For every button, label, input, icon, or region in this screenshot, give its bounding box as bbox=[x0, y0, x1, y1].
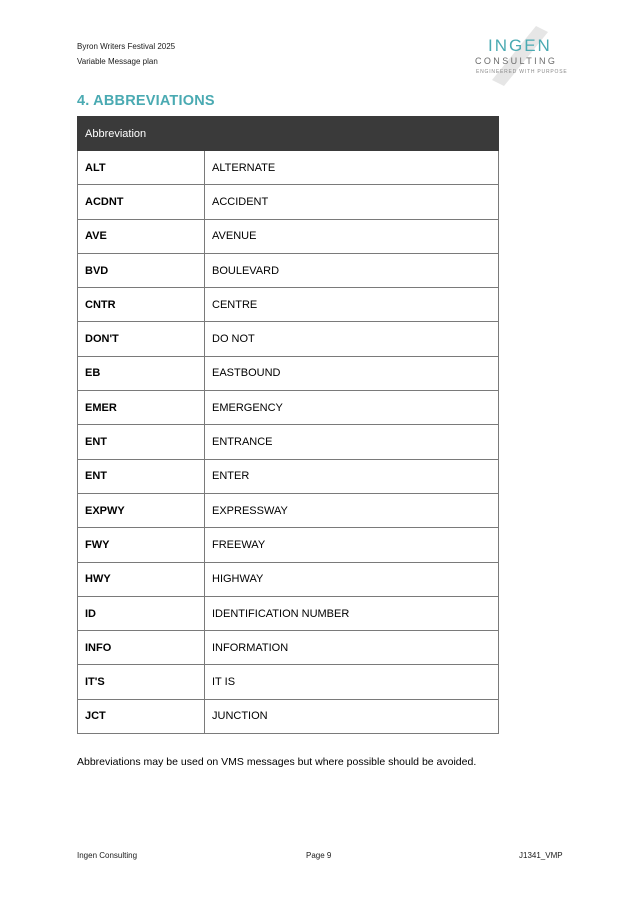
table-row bbox=[78, 219, 499, 253]
table-row bbox=[78, 288, 499, 322]
section-heading: 4. ABBREVIATIONS bbox=[77, 93, 215, 109]
abbreviation-cell: FWY bbox=[78, 528, 205, 562]
abbreviation-cell: EB bbox=[78, 356, 205, 390]
footer-page-number: Page 9 bbox=[306, 851, 332, 860]
abbreviation-cell: ID bbox=[78, 596, 205, 630]
meaning-cell: EXPRESSWAY bbox=[205, 493, 499, 527]
abbreviation-cell: ACDNT bbox=[78, 185, 205, 219]
meaning-cell: CENTRE bbox=[205, 288, 499, 322]
meaning-cell: EMERGENCY bbox=[205, 391, 499, 425]
abbreviation-cell: EXPWY bbox=[78, 493, 205, 527]
table-row bbox=[78, 356, 499, 390]
abbreviation-cell: JCT bbox=[78, 699, 205, 733]
meaning-cell: IDENTIFICATION NUMBER bbox=[205, 596, 499, 630]
note-text: Abbreviations may be used on VMS messages but where possible should be avoided. bbox=[77, 756, 477, 768]
abbreviation-cell: ENT bbox=[78, 459, 205, 493]
table-body bbox=[78, 151, 499, 734]
company-logo bbox=[474, 24, 566, 88]
table-header: Abbreviation bbox=[78, 117, 499, 151]
table-row bbox=[78, 665, 499, 699]
meaning-cell: AVENUE bbox=[205, 219, 499, 253]
footer-company: Ingen Consulting bbox=[77, 851, 138, 860]
meaning-cell: IT IS bbox=[205, 665, 499, 699]
abbreviation-cell: INFO bbox=[78, 631, 205, 665]
abbreviation-cell: ALT bbox=[78, 151, 205, 185]
table-row bbox=[78, 631, 499, 665]
meaning-cell: FREEWAY bbox=[205, 528, 499, 562]
abbreviation-cell: HWY bbox=[78, 562, 205, 596]
footer-document-ref: J1341_VMP bbox=[519, 851, 563, 860]
abbreviation-cell: ENT bbox=[78, 425, 205, 459]
abbreviation-cell: EMER bbox=[78, 391, 205, 425]
table-row bbox=[78, 528, 499, 562]
logo-name: INGEN bbox=[488, 36, 552, 55]
header-project-title: Byron Writers Festival 2025 bbox=[77, 42, 176, 51]
table-row bbox=[78, 391, 499, 425]
meaning-cell: ENTER bbox=[205, 459, 499, 493]
table-row bbox=[78, 459, 499, 493]
abbreviation-cell: AVE bbox=[78, 219, 205, 253]
table-row bbox=[78, 253, 499, 287]
meaning-cell: JUNCTION bbox=[205, 699, 499, 733]
abbreviations-table bbox=[77, 116, 499, 734]
table-row bbox=[78, 493, 499, 527]
abbreviation-cell: BVD bbox=[78, 253, 205, 287]
abbreviation-cell: CNTR bbox=[78, 288, 205, 322]
logo-subtitle: CONSULTING bbox=[475, 56, 558, 66]
meaning-cell: INFORMATION bbox=[205, 631, 499, 665]
table-row bbox=[78, 562, 499, 596]
logo-tagline: ENGINEERED WITH PURPOSE bbox=[476, 69, 568, 75]
meaning-cell: DO NOT bbox=[205, 322, 499, 356]
abbreviation-cell: IT'S bbox=[78, 665, 205, 699]
table-row bbox=[78, 425, 499, 459]
meaning-cell: EASTBOUND bbox=[205, 356, 499, 390]
table-row bbox=[78, 185, 499, 219]
table-row bbox=[78, 151, 499, 185]
table-row bbox=[78, 322, 499, 356]
header-document-title: Variable Message plan bbox=[77, 57, 158, 66]
meaning-cell: ACCIDENT bbox=[205, 185, 499, 219]
table-row bbox=[78, 596, 499, 630]
meaning-cell: BOULEVARD bbox=[205, 253, 499, 287]
abbreviation-cell: DON'T bbox=[78, 322, 205, 356]
meaning-cell: ALTERNATE bbox=[205, 151, 499, 185]
table-row bbox=[78, 699, 499, 733]
table-header-row bbox=[78, 117, 499, 151]
meaning-cell: HIGHWAY bbox=[205, 562, 499, 596]
meaning-cell: ENTRANCE bbox=[205, 425, 499, 459]
